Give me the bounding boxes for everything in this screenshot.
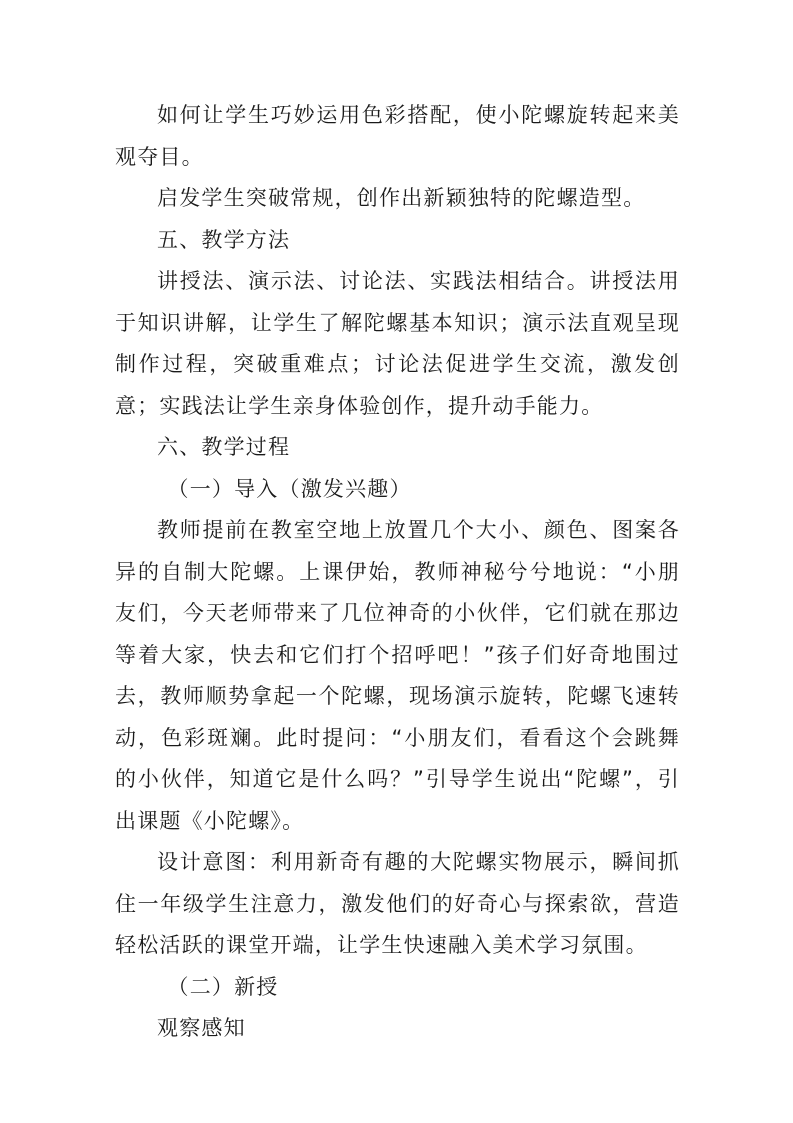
subheading-new-lesson: （二）新授: [167, 974, 279, 999]
section-heading-teaching-process: 六、教学过程: [157, 435, 291, 459]
paragraph-introduction: 教师提前在教室空地上放置几个大小、颜色、图案各异的自制大陀螺。上课伊始，教师神秘兮兮地说：“小朋友们，今天老师带来了几位神奇的小伙伴，它们就在那边等着大家，快去和它们打个招呼吧！”孩子们好奇地围过去，教师顺势拿起一个陀螺，现场演示旋转，陀螺飞速转动，色彩斑斓。此时提问：“小朋友们，看看这个会跳舞的小伙伴，知道它是什么吗？”引导学生说出“陀螺”，引出课题《小陀螺》。: [115, 518, 680, 833]
section-heading-teaching-methods: 五、教学方法: [157, 227, 291, 252]
paragraph-teaching-methods: 讲授法、演示法、讨论法、实践法相结合。讲授法用于知识讲解，让学生了解陀螺基本知识；演示法直观呈现制作过程，突破重难点；讨论法促进学生交流，激发创意；实践法让学生亲身体验创作，提升动手能力。: [115, 269, 680, 418]
heading-observation: 观察感知: [157, 1016, 246, 1040]
subheading-introduction: （一）导入（激发兴趣）: [167, 476, 412, 501]
document-body: [115, 95, 680, 1050]
paragraph-design-intent: 设计意图：利用新奇有趣的大陀螺实物展示，瞬间抓住一年级学生注意力，激发他们的好奇心与探索欲，营造轻松活跃的课堂开端，让学生快速融入美术学习氛围。: [115, 850, 680, 957]
paragraph-innovation: 启发学生突破常规，创作出新颖独特的陀螺造型。: [157, 186, 646, 210]
paragraph-color-matching: 如何让学生巧妙运用色彩搭配，使小陀螺旋转起来美观夺目。: [115, 103, 680, 169]
